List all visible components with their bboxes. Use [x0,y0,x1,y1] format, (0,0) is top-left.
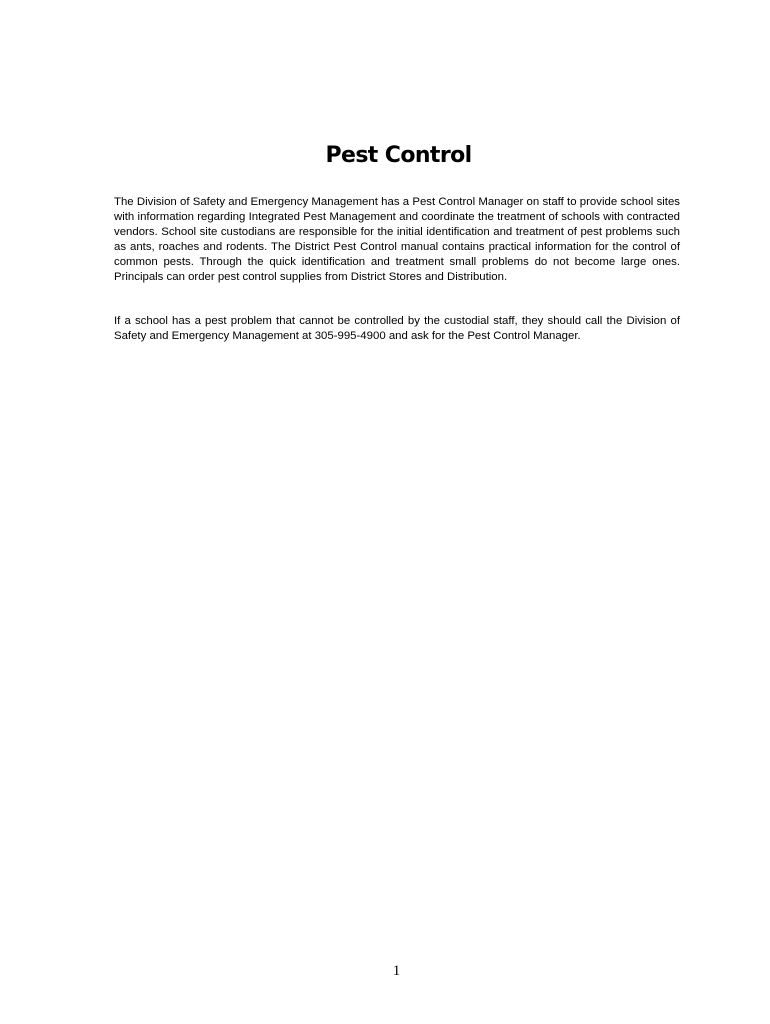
paragraph-contact-instructions: If a school has a pest problem that cannot be controlled by the custodial staff, they should call the Division of Safety and Emergency Management at 305-995-4900 and ask for the Pest Control Manager. [114,315,680,343]
page-number: 1 [392,963,401,979]
page-title: Pest Control [325,143,472,168]
paragraph-pest-control-manager: The Division of Safety and Emergency Management has a Pest Control Manager on staff to provide school sites with information regarding Integrated Pest Management and coordinate the treatment of schools with contracted vendors. School site custodians are responsible for the initial identification and treatment of pest problems such as ants, roaches and rodents. The District Pest Control manual contains practical information for the control of common pests. Through the quick identification and treatment small problems do not become large ones. Principals can order pest control supplies from District Stores and Distribution. [114,196,680,284]
